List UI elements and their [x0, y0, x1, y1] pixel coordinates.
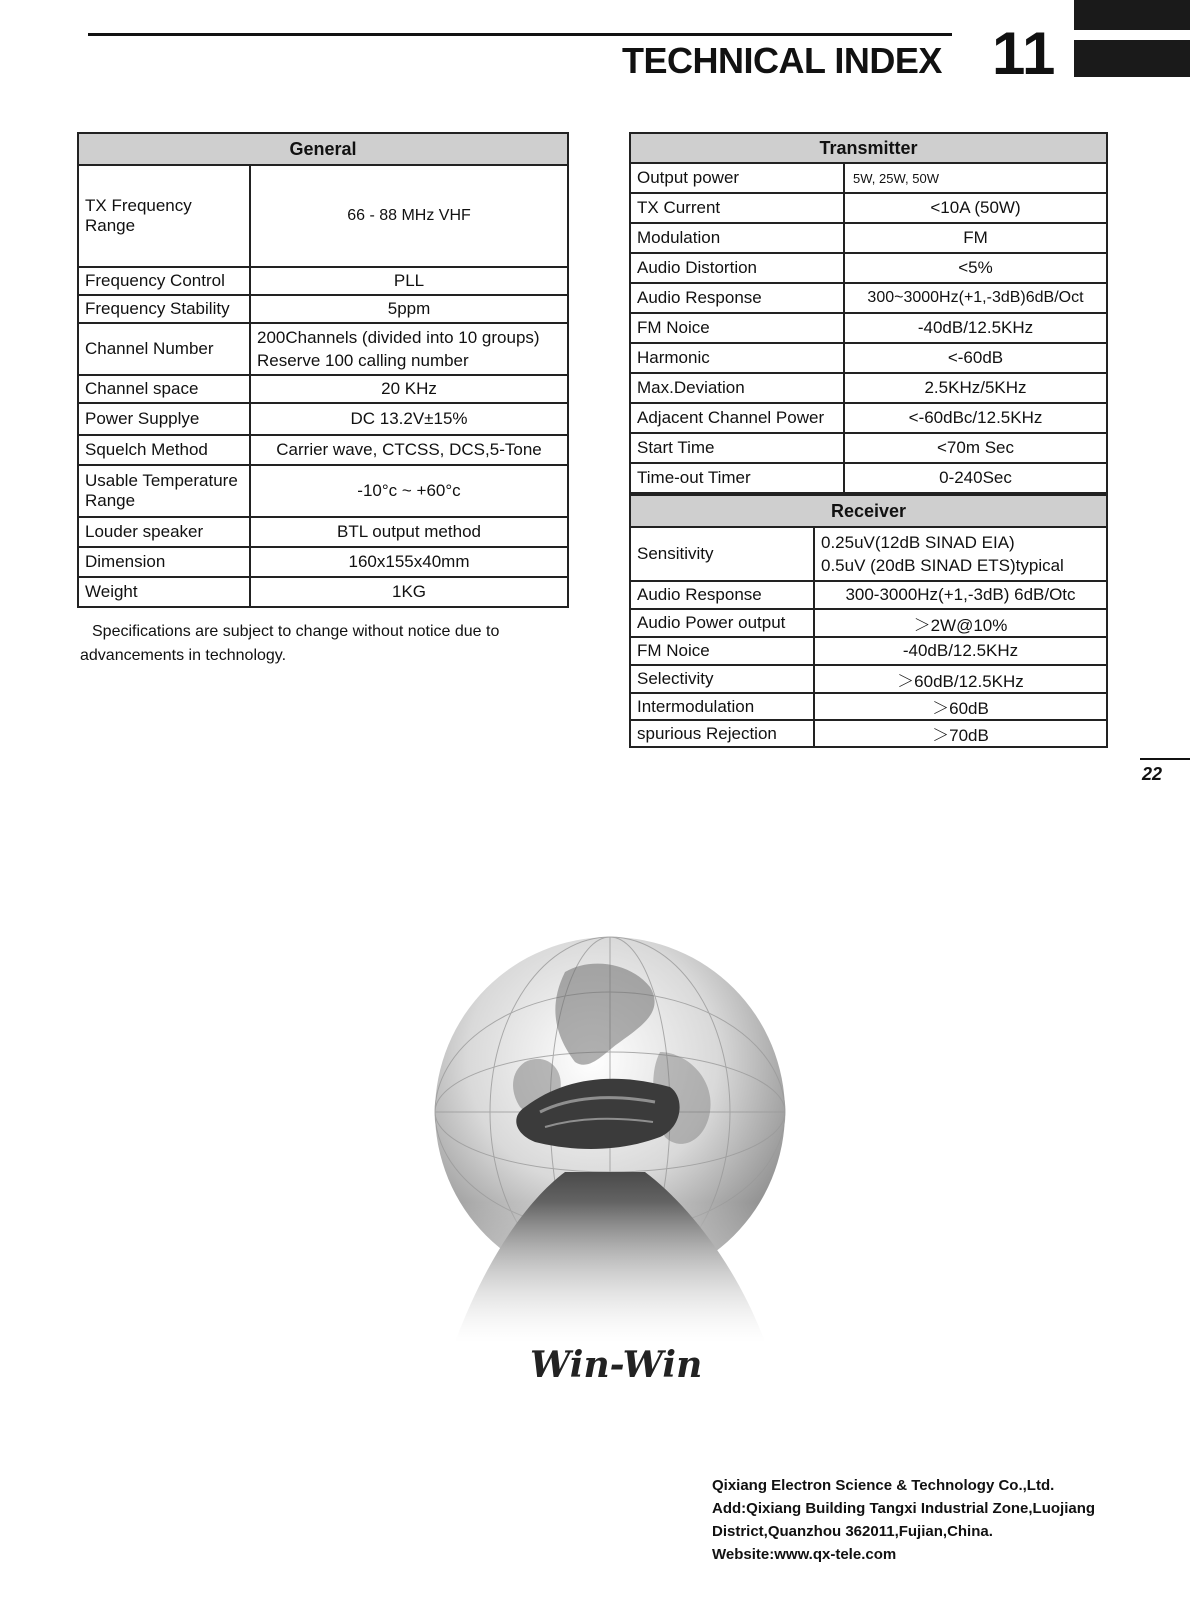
page-number: 22	[1142, 764, 1163, 784]
spec-value: 300~3000Hz(+1,-3dB)6dB/Oct	[844, 283, 1107, 313]
spec-value: <10A (50W)	[844, 193, 1107, 223]
slogan: Win-Win	[530, 1344, 703, 1386]
spec-value: <70m Sec	[844, 433, 1107, 463]
spec-label: Max.Deviation	[630, 373, 844, 403]
table-row	[630, 463, 1107, 493]
spec-value: DC 13.2V±15%	[250, 403, 568, 435]
spec-value: 2.5KHz/5KHz	[844, 373, 1107, 403]
table-row	[630, 223, 1107, 253]
table-row	[78, 267, 568, 295]
table-row	[630, 433, 1107, 463]
spec-value: -10°c ~ +60°c	[250, 465, 568, 517]
spec-value: ＞60dB/12.5KHz	[814, 665, 1107, 693]
globe-handshake-illustration	[415, 902, 805, 1342]
table-row	[78, 403, 568, 435]
spec-value: <5%	[844, 253, 1107, 283]
spec-value-line: 0.5uV (20dB SINAD ETS)typical	[821, 556, 1064, 575]
table-row	[630, 283, 1107, 313]
spec-value: PLL	[250, 267, 568, 295]
spec-label: Audio Response	[630, 581, 814, 609]
spec-label: FM Noice	[630, 637, 814, 665]
spec-label: TX Current	[630, 193, 844, 223]
spec-value: Carrier wave, CTCSS, DCS,5-Tone	[250, 435, 568, 465]
table-row	[78, 165, 568, 267]
general-spec-table	[77, 132, 569, 608]
table-row	[630, 373, 1107, 403]
receiver-spec-table	[629, 494, 1108, 748]
table-row	[630, 637, 1107, 665]
spec-label: Usable Temperature Range	[78, 465, 250, 517]
spec-label: Modulation	[630, 223, 844, 253]
spec-value: BTL output method	[250, 517, 568, 547]
spec-value: 20 KHz	[250, 375, 568, 403]
spec-label: FM Noice	[630, 313, 844, 343]
spec-note: Specifications are subject to change without notice due to advancements in technology.	[80, 623, 500, 664]
table-row	[630, 581, 1107, 609]
table-row	[630, 665, 1107, 693]
table-row	[78, 517, 568, 547]
table-row	[630, 163, 1107, 193]
spec-label: Time-out Timer	[630, 463, 844, 493]
table-row	[630, 193, 1107, 223]
spec-label: Channel Number	[78, 323, 250, 375]
spec-label: Frequency Control	[78, 267, 250, 295]
spec-label: Weight	[78, 577, 250, 607]
spec-value: <-60dB	[844, 343, 1107, 373]
spec-label: Intermodulation	[630, 693, 814, 720]
table-row	[78, 375, 568, 403]
table-row	[78, 295, 568, 323]
spec-value-line: 0.25uV(12dB SINAD EIA)	[821, 533, 1015, 552]
spec-value: ＞2W@10%	[814, 609, 1107, 637]
spec-label: Channel space	[78, 375, 250, 403]
spec-label: Louder speaker	[78, 517, 250, 547]
spec-value: 5ppm	[250, 295, 568, 323]
spec-label: Squelch Method	[78, 435, 250, 465]
table-row	[630, 253, 1107, 283]
table-row	[630, 527, 1107, 581]
company-info	[712, 1474, 1095, 1566]
spec-label: Output power	[630, 163, 844, 193]
company-website: Website:www.qx-tele.com	[712, 1546, 897, 1563]
spec-value: 5W, 25W, 50W	[844, 163, 1107, 193]
page-title: TECHNICAL INDEX	[622, 40, 942, 81]
table-row	[630, 609, 1107, 637]
spec-value: 300-3000Hz(+1,-3dB) 6dB/Otc	[814, 581, 1107, 609]
spec-label: Power Supplye	[78, 403, 250, 435]
spec-label: Selectivity	[630, 665, 814, 693]
table-row	[630, 403, 1107, 433]
spec-label: Frequency Stability	[78, 295, 250, 323]
company-address-line: Add:Qixiang Building Tangxi Industrial Zone,Luojiang	[712, 1500, 1096, 1517]
table-row	[630, 693, 1107, 720]
spec-value: 0-240Sec	[844, 463, 1107, 493]
chapter-tab-top	[1074, 0, 1190, 30]
chapter-tab	[1074, 40, 1190, 77]
spec-value: FM	[844, 223, 1107, 253]
header-rule	[88, 33, 952, 36]
spec-label: Sensitivity	[630, 527, 814, 581]
spec-label: Audio Power output	[630, 609, 814, 637]
table-row	[630, 313, 1107, 343]
spec-value-line: Reserve 100 calling number	[257, 351, 469, 370]
spec-label: Dimension	[78, 547, 250, 577]
spec-value: 66 - 88 MHz VHF	[250, 165, 568, 267]
table-row	[78, 435, 568, 465]
table-row	[78, 577, 568, 607]
transmitter-spec-table	[629, 132, 1108, 494]
chapter-number: 11	[992, 20, 1056, 87]
company-name: Qixiang Electron Science & Technology Co.,Ltd.	[712, 1477, 1055, 1494]
receiver-heading: Receiver	[630, 495, 1107, 527]
spec-label: Audio Distortion	[630, 253, 844, 283]
spec-value: -40dB/12.5KHz	[814, 637, 1107, 665]
spec-value	[814, 527, 1107, 581]
spec-value-line: 200Channels (divided into 10 groups)	[257, 328, 540, 347]
table-row	[630, 720, 1107, 747]
spec-value: ＞70dB	[814, 720, 1107, 747]
spec-label: Harmonic	[630, 343, 844, 373]
table-row	[78, 547, 568, 577]
spec-label: Start Time	[630, 433, 844, 463]
spec-value: 1KG	[250, 577, 568, 607]
spec-value	[250, 323, 568, 375]
spec-label: Audio Response	[630, 283, 844, 313]
spec-value: -40dB/12.5KHz	[844, 313, 1107, 343]
company-address-line: District,Quanzhou 362011,Fujian,China.	[712, 1523, 993, 1540]
table-row	[630, 343, 1107, 373]
table-row	[78, 465, 568, 517]
spec-value: <-60dBc/12.5KHz	[844, 403, 1107, 433]
spec-label: spurious Rejection	[630, 720, 814, 747]
spec-label: TX Frequency Range	[78, 165, 250, 267]
spec-label: Adjacent Channel Power	[630, 403, 844, 433]
spec-value: 160x155x40mm	[250, 547, 568, 577]
table-row	[78, 323, 568, 375]
page-number-rule	[1140, 758, 1190, 760]
general-heading: General	[78, 133, 568, 165]
transmitter-heading: Transmitter	[630, 133, 1107, 163]
spec-value: ＞60dB	[814, 693, 1107, 720]
